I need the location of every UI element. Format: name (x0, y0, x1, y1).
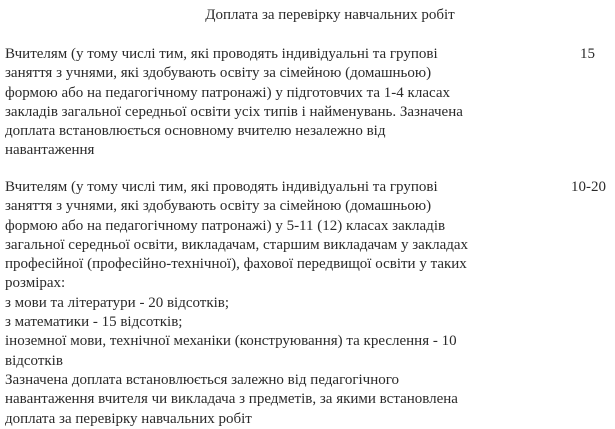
document-title: Доплата за перевірку навчальних робіт (205, 7, 455, 23)
row-percentage-value: 10-20 (571, 179, 606, 195)
row-description: Вчителям (у тому числі тим, які проводять індивідуальні та групові заняття з учнями, які здобувають освіту за сімейною (домашньою) формою або на педагогічному патронажі) у 5-11 (12) класах закладів загальної середньої освіти, викладачам, старшим викладачам у закладах професійної (професійно-технічної), фахової передвищої освіти у таких розмірах: з мови та літератури - 20 відсотків; з математики - 15 відсотків; іноземної мови, технічної механіки (конструювання) та креслення - 10 відсотків Зазначена доплата встановлюється залежно від педагогічного навантаження вчителя чи викладача з предметів, за якими встановлена доплата за перевірку навчальних робіт (5, 179, 469, 427)
row-percentage-value: 15 (580, 46, 595, 62)
table-row (5, 178, 615, 429)
table-row (5, 45, 615, 161)
row-description: Вчителям (у тому числі тим, які проводять індивідуальні та групові заняття з учнями, які здобувають освіту за сімейною (домашньою) формою або на педагогічному патронажі) у підготовчих та 1-4 класах закладів загальної середньої освіти усіх типів і найменувань. Зазначена доплата встановлюється основному вчителю незалежно від навантаження (5, 46, 463, 159)
